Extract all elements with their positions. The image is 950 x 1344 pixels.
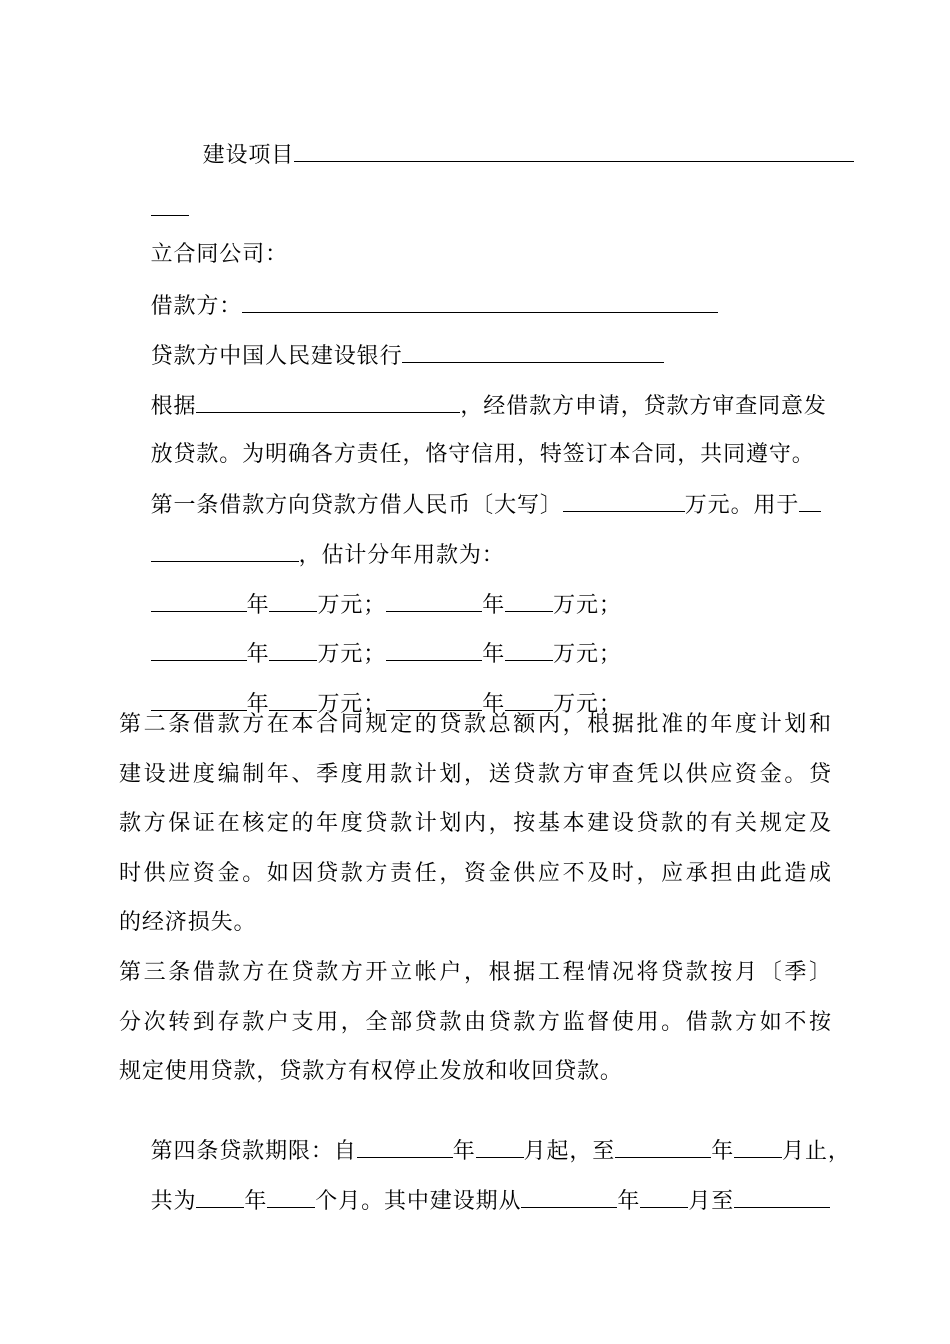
article-2-line-1: 第二条借款方在本合同规定的贷款总额内，根据批准的年度计划和 (119, 712, 831, 737)
allocation-row-2: 年 万元； 年 万元； (119, 611, 831, 639)
project-line (119, 112, 831, 168)
article-2-line-3: 款方保证在核定的年度贷款计划内，按基本建设贷款的有关规定及 (119, 811, 831, 836)
article-2-line-2: 建设进度编制年、季度用款计划，送贷款方审查凭以供应资金。贷 (119, 762, 831, 787)
article-4-line-1: 第四条贷款期限：自 年 月起，至 年 月止， (119, 1108, 831, 1136)
article-3-line-2: 分次转到存款户支用，全部贷款由贷款方监督使用。借款方如不按 (119, 1010, 831, 1035)
borrower-blank (242, 291, 718, 313)
borrower-line (119, 263, 831, 319)
article-3-line-3: 规定使用贷款，贷款方有权停止发放和收回贷款。 (119, 1059, 623, 1084)
article-1-line-2: ，估计分年用款为： (119, 512, 831, 540)
basis-line-2: 放贷款。为明确各方责任，恪守信用，特签订本合同，共同遵守。 (150, 442, 815, 467)
article-1-line-1: 第一条借款方向贷款方借人民币〔大写〕 万元。用于 (119, 462, 831, 490)
purpose-blank (151, 540, 299, 562)
amount-blank (563, 490, 685, 512)
project-label: 建设项目 (202, 143, 295, 168)
borrower-label: 借款方： (150, 294, 243, 319)
lender-line (119, 313, 831, 369)
article-2-line-5: 的经济损失。 (119, 910, 257, 935)
basis-line-1: 根据 ，经借款方申请，贷款方审查同意发 (119, 363, 831, 391)
allocation-row-1: 年 万元； 年 万元； (119, 562, 831, 590)
article-4-line-2: 共为 年 个月。其中建设期从 年 月至 (119, 1158, 831, 1186)
lender-blank (402, 341, 664, 363)
article-3-line-1: 第三条借款方在贷款方开立帐户，根据工程情况将贷款按月〔季〕 (119, 960, 831, 985)
project-blank-cont (119, 166, 831, 194)
allocation-row-3: 年 万元； 年 万元； (119, 661, 831, 689)
parties-heading: 立合同公司： (150, 242, 288, 267)
lender-label: 贷款方中国人民建设银行 (150, 344, 403, 369)
project-blank (294, 140, 854, 162)
basis-blank (196, 391, 460, 413)
article-2-line-4: 时供应资金。如因贷款方责任，资金供应不及时，应承担由此造成 (119, 861, 831, 886)
